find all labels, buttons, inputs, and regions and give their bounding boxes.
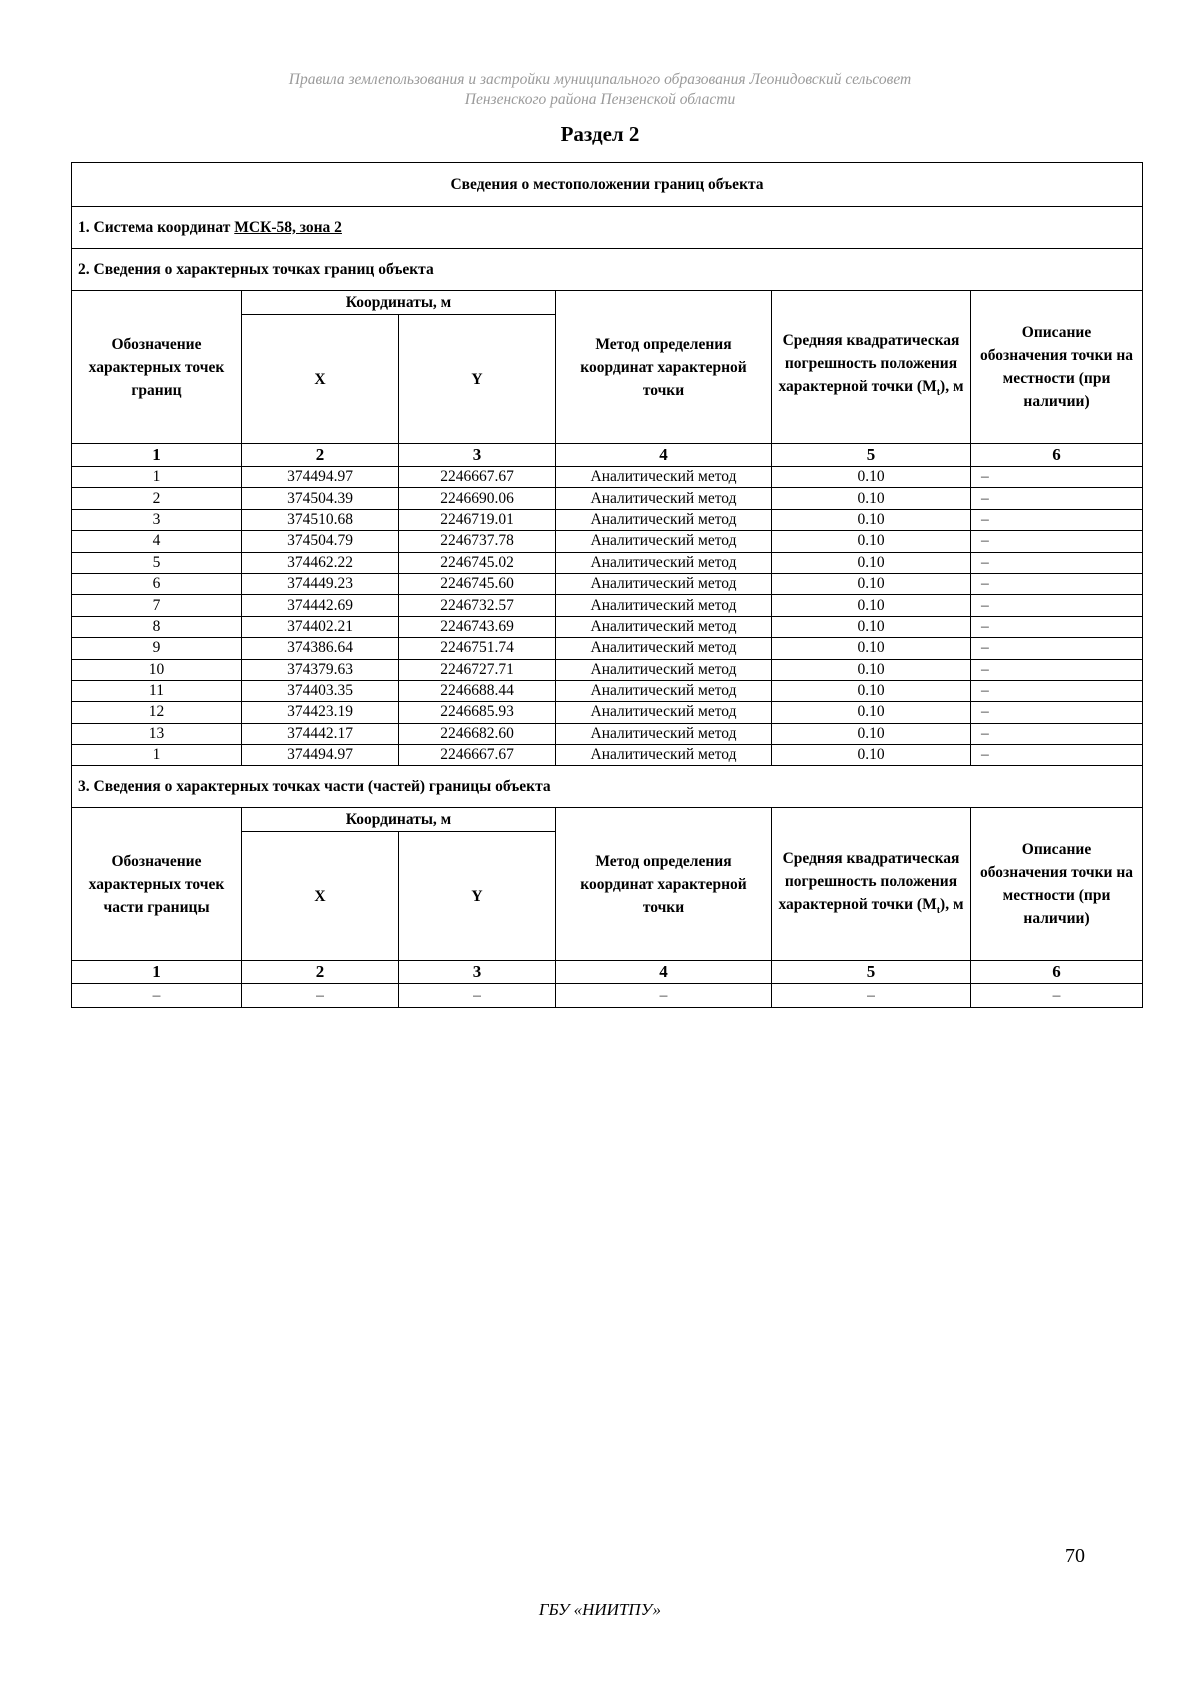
cell-point: – <box>72 984 242 1008</box>
coord-system-label: 1. Система координат <box>78 218 235 236</box>
boundary-table <box>71 162 1143 1008</box>
cell-y: 2246682.60 <box>399 723 556 744</box>
part3-heading: 3. Сведения о характерных точках части (частей) границы объекта <box>72 766 1143 808</box>
cell-desc: – <box>971 680 1143 701</box>
cell-y: 2246727.71 <box>399 659 556 680</box>
part3-header-error: Средняя квадратическая погрешность положения характерной точки $(M_t)$, м <box>772 808 971 961</box>
cell-x: 374386.64 <box>242 638 399 659</box>
column-number: 6 <box>971 444 1143 467</box>
cell-desc: – <box>971 984 1143 1008</box>
column-number: 4 <box>556 444 772 467</box>
cell-desc: – <box>971 552 1143 573</box>
cell-method: Аналитический метод <box>556 659 772 680</box>
cell-y: 2246737.78 <box>399 531 556 552</box>
cell-y: 2246685.93 <box>399 702 556 723</box>
cell-x: 374462.22 <box>242 552 399 573</box>
column-number: 6 <box>971 961 1143 984</box>
table-row <box>72 509 1143 530</box>
cell-point: 1 <box>72 467 242 488</box>
cell-mt: 0.10 <box>772 573 971 594</box>
table-row <box>72 595 1143 616</box>
cell-y: 2246745.60 <box>399 573 556 594</box>
cell-desc: – <box>971 488 1143 509</box>
cell-x: 374494.97 <box>242 745 399 766</box>
cell-y: 2246732.57 <box>399 595 556 616</box>
cell-method: Аналитический метод <box>556 509 772 530</box>
cell-desc: – <box>971 616 1143 637</box>
header-y: Y <box>399 315 556 444</box>
table-row <box>72 616 1143 637</box>
header-description: Описание обозначения точки на местности (при наличии) <box>971 291 1143 444</box>
table-row <box>72 702 1143 723</box>
footer: ГБУ «НИИТПУ» <box>538 1600 662 1619</box>
table-row <box>72 659 1143 680</box>
part3-header-designation: Обозначение характерных точек части границы <box>72 808 242 961</box>
cell-y: 2246751.74 <box>399 638 556 659</box>
table-title: Сведения о местоположении границ объекта <box>72 163 1143 207</box>
part3-header-coordinates: Координаты, м <box>242 808 556 832</box>
cell-y: 2246743.69 <box>399 616 556 637</box>
cell-x: 374510.68 <box>242 509 399 530</box>
header-coordinates: Координаты, м <box>242 291 556 315</box>
cell-mt: – <box>772 984 971 1008</box>
table-row <box>72 680 1143 701</box>
cell-point: 2 <box>72 488 242 509</box>
cell-y: 2246719.01 <box>399 509 556 530</box>
cell-x: 374402.21 <box>242 616 399 637</box>
page-number: 70 <box>1065 1545 1085 1567</box>
cell-desc: – <box>971 702 1143 723</box>
running-header-line2: Пензенского района Пензенской области <box>464 91 736 108</box>
cell-point: 9 <box>72 638 242 659</box>
cell-point: 6 <box>72 573 242 594</box>
part3-column-numbers-row <box>72 961 1143 984</box>
cell-mt: 0.10 <box>772 509 971 530</box>
table-row <box>72 638 1143 659</box>
column-number: 5 <box>772 961 971 984</box>
header-method: Метод определения координат характерной точки <box>556 291 772 444</box>
cell-mt: 0.10 <box>772 467 971 488</box>
cell-x: 374423.19 <box>242 702 399 723</box>
cell-method: – <box>556 984 772 1008</box>
column-number: 3 <box>399 444 556 467</box>
cell-desc: – <box>971 659 1143 680</box>
cell-point: 5 <box>72 552 242 573</box>
cell-y: 2246667.67 <box>399 745 556 766</box>
column-number: 5 <box>772 444 971 467</box>
cell-mt: 0.10 <box>772 745 971 766</box>
table-row <box>72 723 1143 744</box>
cell-method: Аналитический метод <box>556 745 772 766</box>
part2-heading: 2. Сведения о характерных точках границ объекта <box>72 249 1143 291</box>
cell-y: 2246667.67 <box>399 467 556 488</box>
table-row <box>72 531 1143 552</box>
cell-desc: – <box>971 573 1143 594</box>
cell-mt: 0.10 <box>772 702 971 723</box>
cell-mt: 0.10 <box>772 638 971 659</box>
column-number: 2 <box>242 444 399 467</box>
coord-system-value: МСК-58, зона 2 <box>234 218 342 236</box>
cell-method: Аналитический метод <box>556 531 772 552</box>
column-number: 4 <box>556 961 772 984</box>
cell-x: 374504.39 <box>242 488 399 509</box>
cell-x: – <box>242 984 399 1008</box>
cell-point: 8 <box>72 616 242 637</box>
cell-x: 374449.23 <box>242 573 399 594</box>
cell-point: 7 <box>72 595 242 616</box>
cell-mt: 0.10 <box>772 531 971 552</box>
column-numbers-row <box>72 444 1143 467</box>
cell-y: 2246690.06 <box>399 488 556 509</box>
cell-point: 13 <box>72 723 242 744</box>
cell-x: 374504.79 <box>242 531 399 552</box>
column-number: 1 <box>72 961 242 984</box>
cell-desc: – <box>971 467 1143 488</box>
cell-mt: 0.10 <box>772 552 971 573</box>
column-number: 2 <box>242 961 399 984</box>
running-header-line1: Правила землепользования и застройки муниципального образования Леонидовский сельсовет <box>288 71 912 88</box>
cell-mt: 0.10 <box>772 680 971 701</box>
table-row <box>72 488 1143 509</box>
part3-header-y: Y <box>399 832 556 961</box>
cell-point: 10 <box>72 659 242 680</box>
cell-method: Аналитический метод <box>556 723 772 744</box>
cell-x: 374442.69 <box>242 595 399 616</box>
table-row <box>72 745 1143 766</box>
cell-method: Аналитический метод <box>556 552 772 573</box>
cell-desc: – <box>971 745 1143 766</box>
table-row <box>72 984 1143 1008</box>
cell-method: Аналитический метод <box>556 702 772 723</box>
cell-mt: 0.10 <box>772 488 971 509</box>
cell-point: 3 <box>72 509 242 530</box>
cell-method: Аналитический метод <box>556 573 772 594</box>
part3-header-x: X <box>242 832 399 961</box>
cell-method: Аналитический метод <box>556 680 772 701</box>
coord-system-row <box>72 207 1143 249</box>
cell-desc: – <box>971 509 1143 530</box>
cell-point: 4 <box>72 531 242 552</box>
cell-desc: – <box>971 531 1143 552</box>
cell-mt: 0.10 <box>772 616 971 637</box>
header-error: Средняя квадратическая погрешность положения характерной точки $(M_t)$, м <box>772 291 971 444</box>
cell-y: 2246688.44 <box>399 680 556 701</box>
header-designation: Обозначение характерных точек границ <box>72 291 242 444</box>
cell-x: 374494.97 <box>242 467 399 488</box>
cell-point: 1 <box>72 745 242 766</box>
column-number: 3 <box>399 961 556 984</box>
cell-x: 374403.35 <box>242 680 399 701</box>
column-number: 1 <box>72 444 242 467</box>
cell-mt: 0.10 <box>772 659 971 680</box>
cell-point: 12 <box>72 702 242 723</box>
cell-desc: – <box>971 723 1143 744</box>
cell-method: Аналитический метод <box>556 488 772 509</box>
table-row <box>72 573 1143 594</box>
table-row <box>72 467 1143 488</box>
cell-mt: 0.10 <box>772 723 971 744</box>
part3-header-method: Метод определения координат характерной точки <box>556 808 772 961</box>
cell-y: – <box>399 984 556 1008</box>
cell-desc: – <box>971 595 1143 616</box>
cell-mt: 0.10 <box>772 595 971 616</box>
cell-method: Аналитический метод <box>556 595 772 616</box>
cell-desc: – <box>971 638 1143 659</box>
part3-header-description: Описание обозначения точки на местности (при наличии) <box>971 808 1143 961</box>
cell-method: Аналитический метод <box>556 638 772 659</box>
cell-method: Аналитический метод <box>556 616 772 637</box>
cell-x: 374442.17 <box>242 723 399 744</box>
table-row <box>72 552 1143 573</box>
cell-point: 11 <box>72 680 242 701</box>
cell-y: 2246745.02 <box>399 552 556 573</box>
section-title: Раздел 2 <box>560 122 640 146</box>
cell-x: 374379.63 <box>242 659 399 680</box>
cell-method: Аналитический метод <box>556 467 772 488</box>
running-header <box>0 70 1200 110</box>
header-x: X <box>242 315 399 444</box>
